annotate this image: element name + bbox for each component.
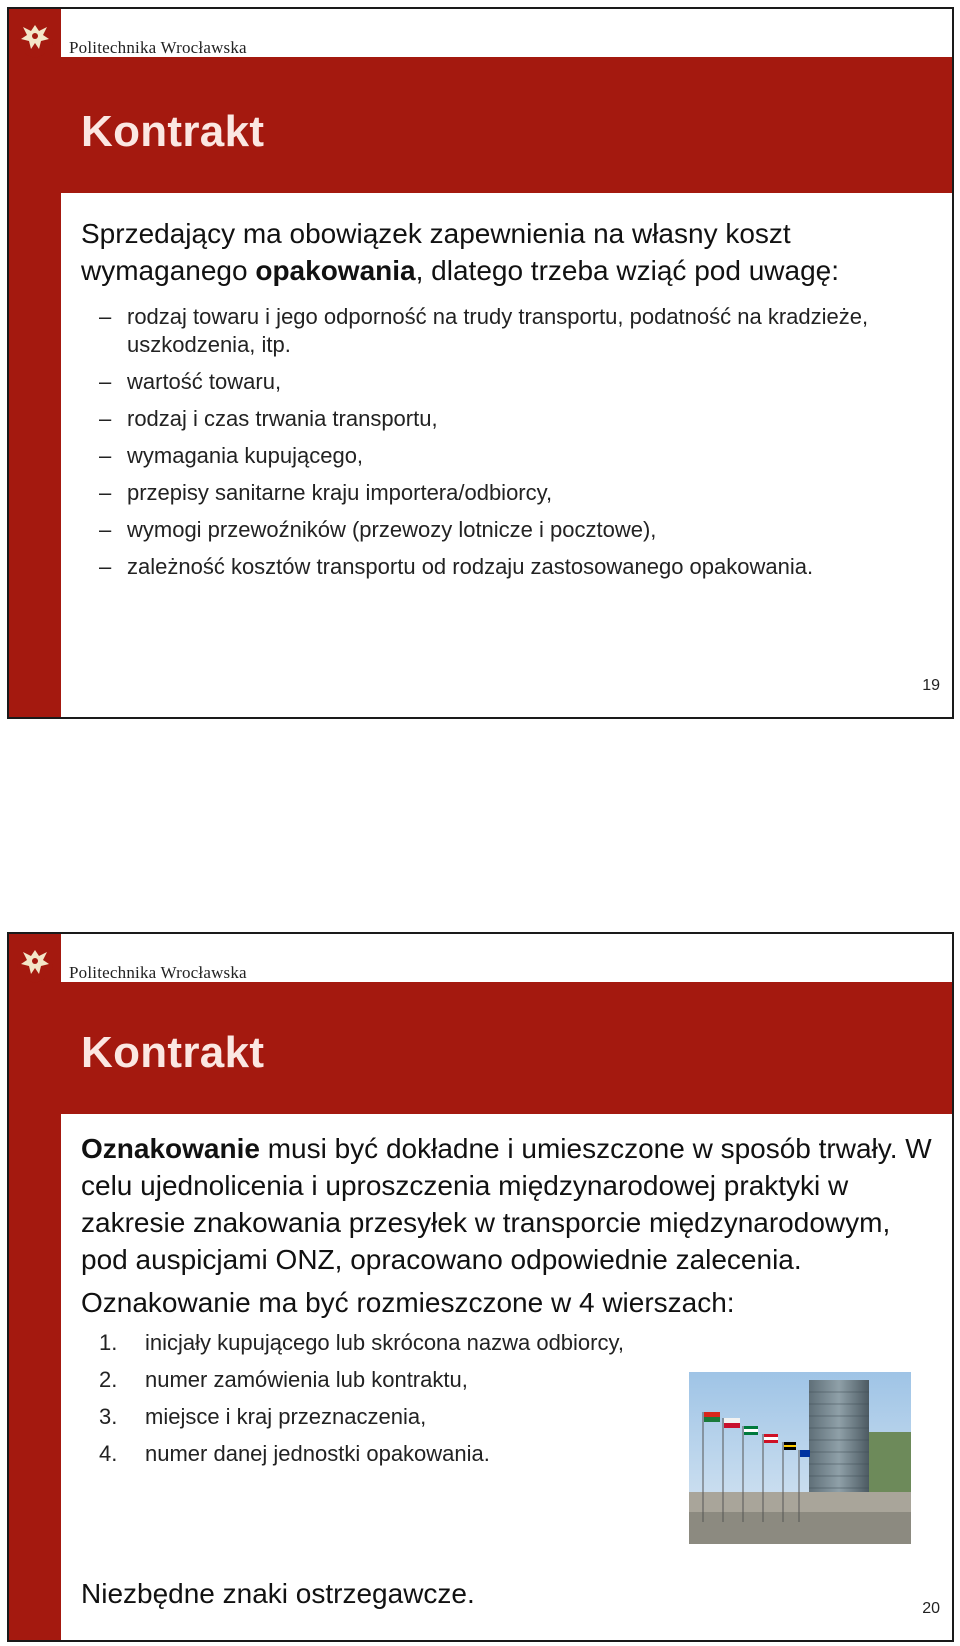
list-item — [81, 303, 932, 359]
lead-paragraph — [81, 215, 932, 289]
lead-bold-term: opakowania — [255, 255, 416, 286]
list-item — [81, 479, 932, 507]
university-crest-icon — [15, 15, 55, 59]
un-headquarters-photo — [689, 1372, 911, 1544]
slide-title: Kontrakt — [81, 1028, 265, 1077]
page-number: 20 — [922, 1600, 940, 1617]
list-item-text: rodzaj i czas trwania transportu, — [127, 406, 438, 431]
list-item — [81, 553, 932, 581]
list-item — [81, 516, 932, 544]
lead-paragraph — [81, 1130, 932, 1278]
slide-20 — [7, 932, 954, 1642]
list-item-text: przepisy sanitarne kraju importera/odbiorcy, — [127, 480, 553, 505]
list-item-text: wymogi przewoźników (przewozy lotnicze i pocztowe), — [127, 517, 657, 542]
slide-title: Kontrakt — [81, 107, 265, 156]
slide-content — [81, 215, 932, 590]
list-item-text: zależność kosztów transportu od rodzaju zastosowanego opakowania. — [127, 554, 814, 579]
list-item-text: wartość towaru, — [127, 369, 282, 394]
left-red-bar — [9, 9, 61, 717]
lead-text-end: , dlatego trzeba wziąć pod uwagę: — [415, 255, 839, 286]
list-item — [81, 368, 932, 396]
list-item-text: inicjały kupującego lub skrócona nazwa odbiorcy, — [145, 1330, 624, 1355]
list-item — [81, 442, 932, 470]
university-name: Politechnika Wrocławska — [69, 963, 247, 982]
bullet-list — [81, 303, 932, 581]
list-number: 2. — [99, 1367, 118, 1392]
university-crest-icon — [15, 940, 55, 984]
dash-marker: – — [99, 369, 112, 394]
list-number: 4. — [99, 1441, 118, 1466]
dash-marker: – — [99, 406, 112, 431]
list-item-text: numer zamówienia lub kontraktu, — [145, 1367, 468, 1392]
list-item-text: miejsce i kraj przeznaczenia, — [145, 1404, 427, 1429]
list-item-text: numer danej jednostki opakowania. — [145, 1441, 490, 1466]
list-item — [81, 1329, 932, 1357]
lead-bold-term: Oznakowanie — [81, 1133, 260, 1164]
list-number: 1. — [99, 1330, 118, 1355]
dash-marker: – — [99, 304, 112, 329]
list-item — [81, 405, 932, 433]
warning-signs-note: Niezbędne znaki ostrzegawcze. — [81, 1578, 475, 1609]
second-paragraph: Oznakowanie ma być rozmieszczone w 4 wierszach: — [81, 1287, 735, 1318]
title-bar — [61, 982, 952, 1114]
slide-19 — [7, 7, 954, 719]
lead-text: musi być dokładne i umieszczone w sposób trwały. W celu ujednolicenia i uproszczenia międzynarodowej praktyki w zakresie znakowania przesyłek w transporcie międzynarodowym, pod auspicjami ONZ, opracowano odpowiednie zalecenia. — [81, 1133, 932, 1275]
page-number: 19 — [922, 677, 940, 694]
left-red-bar — [9, 934, 61, 1640]
list-item-text: wymagania kupującego, — [127, 443, 364, 468]
list-item-text: rodzaj towaru i jego odporność na trudy transportu, podatność na kradzieże, uszkodzenia, itp. — [127, 304, 869, 357]
university-name: Politechnika Wrocławska — [69, 38, 247, 57]
dash-marker: – — [99, 554, 112, 579]
list-number: 3. — [99, 1404, 118, 1429]
lead-text: Sprzedający ma obowiązek zapewnienia na własny koszt wymaganego — [81, 218, 791, 286]
dash-marker: – — [99, 480, 112, 505]
dash-marker: – — [99, 517, 112, 542]
title-bar — [61, 57, 952, 193]
dash-marker: – — [99, 443, 112, 468]
